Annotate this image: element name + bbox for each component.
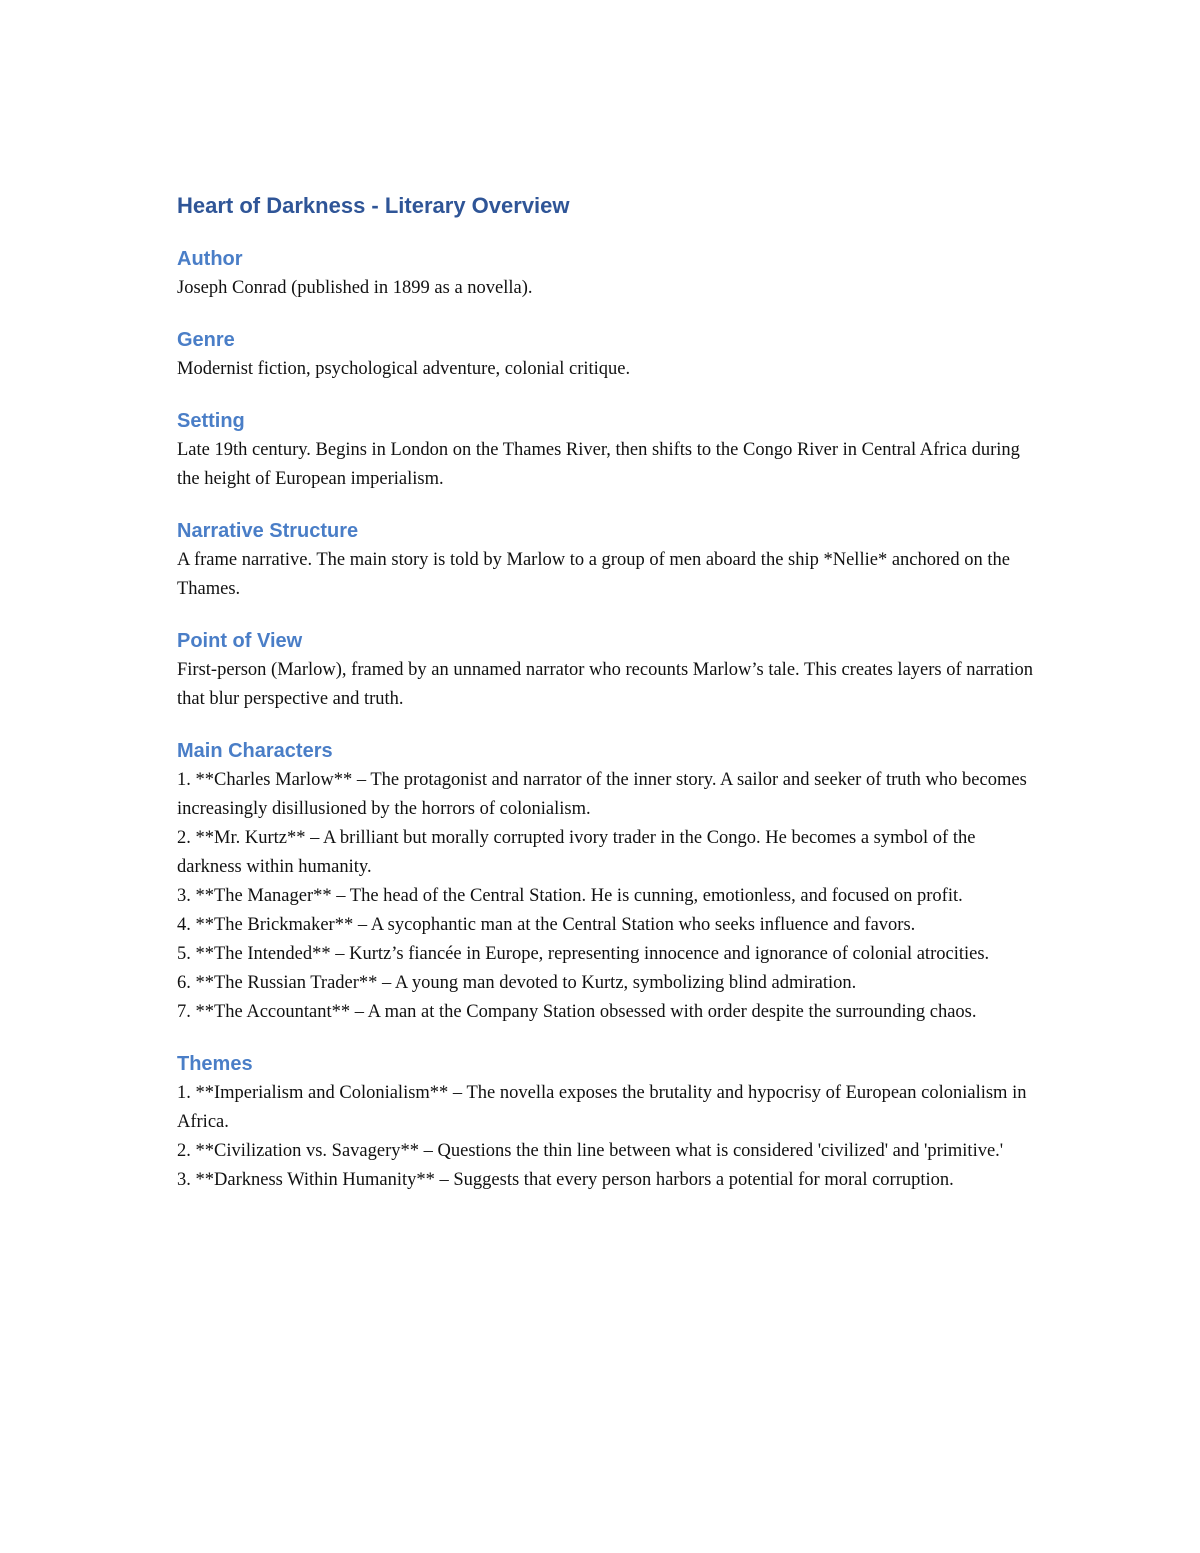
- section-body: [177, 546, 1037, 604]
- section-author: [177, 244, 1037, 303]
- section-heading: Point of View: [177, 630, 303, 652]
- document-title: Heart of Darkness - Literary Overview: [177, 193, 570, 218]
- section-body: [177, 274, 1037, 303]
- paragraph: First-person (Marlow), framed by an unnamed narrator who recounts Marlow’s tale. This creates layers of narration that blur perspective and truth.: [177, 660, 1034, 709]
- section-body: [177, 656, 1037, 714]
- document-page: [177, 190, 1037, 1217]
- paragraph: Modernist fiction, psychological adventure, colonial critique.: [177, 359, 631, 379]
- section-narrative-structure: [177, 516, 1037, 604]
- list-item: 3. **Darkness Within Humanity** – Suggests that every person harbors a potential for moral corruption.: [177, 1170, 954, 1190]
- paragraph: Joseph Conrad (published in 1899 as a novella).: [177, 278, 533, 298]
- section-point-of-view: [177, 626, 1037, 714]
- section-heading: Themes: [177, 1053, 253, 1075]
- list-item: 1. **Imperialism and Colonialism** – The novella exposes the brutality and hypocrisy of European colonialism in Africa.: [177, 1083, 1027, 1132]
- character-list: [177, 766, 1037, 1027]
- section-themes: [177, 1049, 1037, 1195]
- section-body: [177, 355, 1037, 384]
- section-body: [177, 436, 1037, 494]
- theme-list: [177, 1079, 1037, 1195]
- paragraph: Late 19th century. Begins in London on the Thames River, then shifts to the Congo River in Central Africa during the height of European imperialism.: [177, 440, 1020, 489]
- section-heading: Genre: [177, 329, 235, 351]
- section-heading: Main Characters: [177, 740, 333, 762]
- section-main-characters: [177, 736, 1037, 1027]
- list-item: 6. **The Russian Trader** – A young man devoted to Kurtz, symbolizing blind admiration.: [177, 973, 857, 993]
- list-item: 7. **The Accountant** – A man at the Company Station obsessed with order despite the surrounding chaos.: [177, 1002, 977, 1022]
- list-item: 3. **The Manager** – The head of the Central Station. He is cunning, emotionless, and focused on profit.: [177, 886, 963, 906]
- list-item: 2. **Civilization vs. Savagery** – Questions the thin line between what is considered 'civilized' and 'primitive.': [177, 1141, 1004, 1161]
- list-item: 1. **Charles Marlow** – The protagonist and narrator of the inner story. A sailor and seeker of truth who becomes increasingly disillusioned by the horrors of colonialism.: [177, 770, 1027, 819]
- section-heading: Author: [177, 248, 243, 270]
- list-item: 5. **The Intended** – Kurtz’s fiancée in Europe, representing innocence and ignorance of colonial atrocities.: [177, 944, 990, 964]
- list-item: 4. **The Brickmaker** – A sycophantic man at the Central Station who seeks influence and favors.: [177, 915, 916, 935]
- section-setting: [177, 406, 1037, 494]
- section-genre: [177, 325, 1037, 384]
- section-heading: Narrative Structure: [177, 520, 359, 542]
- list-item: 2. **Mr. Kurtz** – A brilliant but morally corrupted ivory trader in the Congo. He becomes a symbol of the darkness within humanity.: [177, 828, 976, 877]
- section-heading: Setting: [177, 410, 245, 432]
- paragraph: A frame narrative. The main story is told by Marlow to a group of men aboard the ship *Nellie* anchored on the Thames.: [177, 550, 1010, 599]
